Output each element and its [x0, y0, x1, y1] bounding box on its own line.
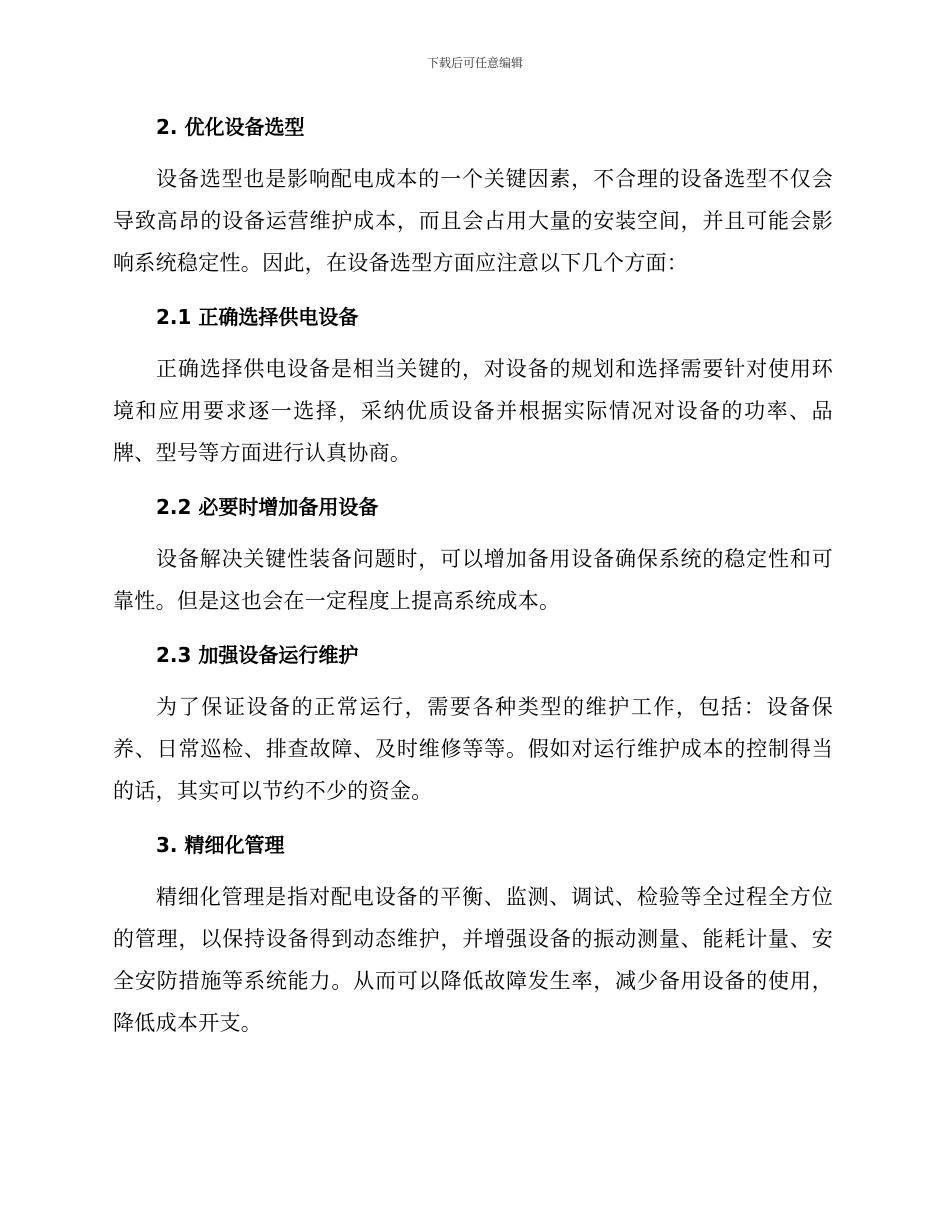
section-paragraph-2: 设备选型也是影响配电成本的一个关键因素，不合理的设备选型不仅会导致高昂的设备运营维护成本，而且会占用大量的安装空间，并且可能会影响系统稳定性。因此，在设备选型方面应注意以下几个方面： — [113, 167, 833, 275]
header-note: 下载后可任意编辑 — [426, 56, 523, 70]
section-heading-2-1: 2.1 正确选择供电设备 — [156, 305, 359, 329]
section-paragraph-2-2: 设备解决关键性装备问题时，可以增加备用设备确保系统的稳定性和可靠性。但是这也会在一定程度上提高系统成本。 — [113, 547, 833, 613]
section-paragraph-2-1: 正确选择供电设备是相当关键的，对设备的规划和选择需要针对使用环境和应用要求逐一选择，采纳优质设备并根据实际情况对设备的功率、品牌、型号等方面进行认真协商。 — [113, 357, 833, 465]
section-paragraph-3: 精细化管理是指对配电设备的平衡、监测、调试、检验等全过程全方位的管理，以保持设备得到动态维护，并增强设备的振动测量、能耗计量、安全安防措施等系统能力。从而可以降低故障发生率，减少备用设备的使用，降低成本开支。 — [113, 885, 833, 1035]
section-paragraph-2-3: 为了保证设备的正常运行，需要各种类型的维护工作，包括：设备保养、日常巡检、排查故障、及时维修等等。假如对运行维护成本的控制得当的话，其实可以节约不少的资金。 — [113, 695, 833, 803]
section-heading-2-3: 2.3 加强设备运行维护 — [156, 643, 359, 667]
section-heading-3: 3. 精细化管理 — [156, 833, 285, 857]
document-body — [113, 106, 833, 1056]
section-heading-2-2: 2.2 必要时增加备用设备 — [156, 495, 379, 519]
section-heading-2: 2. 优化设备选型 — [156, 115, 305, 139]
